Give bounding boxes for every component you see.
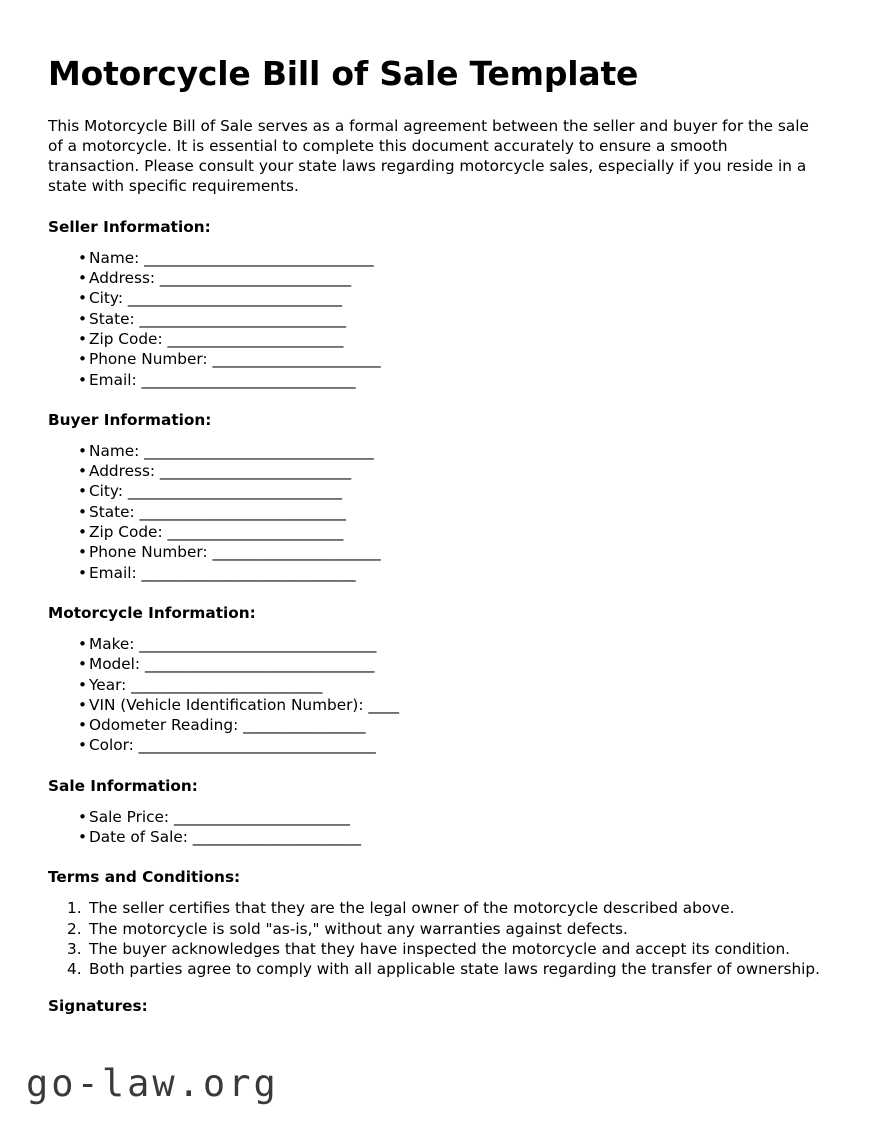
list-item: • Odometer Reading: ________________ [48, 715, 821, 735]
list-item: • VIN (Vehicle Identification Number): ____ [48, 695, 821, 715]
list-item: • Color: _______________________________ [48, 735, 821, 755]
list-item: • Name: ______________________________ [48, 248, 821, 268]
watermark: go-law.org [26, 1062, 279, 1105]
sale-field-list [48, 807, 821, 848]
list-item: • Email: ____________________________ [48, 370, 821, 390]
list-item: The seller certifies that they are the legal owner of the motorcycle described above. [89, 899, 735, 918]
buyer-information-heading: Buyer Information: [48, 410, 212, 429]
motorcycle-field-list [48, 634, 821, 756]
list-item: • Date of Sale: ______________________ [48, 827, 821, 847]
list-item: • Address: _________________________ [48, 461, 821, 481]
list-item: • State: ___________________________ [48, 309, 821, 329]
list-item: • Address: _________________________ [48, 268, 821, 288]
list-item: • Model: ______________________________ [48, 654, 821, 674]
list-item: The motorcycle is sold "as-is," without any warranties against defects. [89, 919, 628, 938]
page-title: Motorcycle Bill of Sale Template [48, 54, 639, 93]
buyer-field-list [48, 441, 821, 583]
list-item: • Year: _________________________ [48, 675, 821, 695]
seller-information-heading: Seller Information: [48, 217, 211, 236]
list-item: • Zip Code: _______________________ [48, 329, 821, 349]
list-item: • Zip Code: _______________________ [48, 522, 821, 542]
list-item: • Name: ______________________________ [48, 441, 821, 461]
list-item: • Make: _______________________________ [48, 634, 821, 654]
motorcycle-information-heading: Motorcycle Information: [48, 603, 256, 622]
terms-and-conditions-heading: Terms and Conditions: [48, 868, 241, 887]
list-item: The buyer acknowledges that they have inspected the motorcycle and accept its condition. [89, 939, 791, 958]
signatures-heading: Signatures: [48, 996, 148, 1015]
list-item: • State: ___________________________ [48, 502, 821, 522]
list-item: • City: ____________________________ [48, 288, 821, 308]
sale-information-heading: Sale Information: [48, 776, 198, 795]
list-item: • Phone Number: ______________________ [48, 542, 821, 562]
intro-paragraph: This Motorcycle Bill of Sale serves as a formal agreement between the seller and buyer for the sale of a motorcycle. It is essential to complete this document accurately to ensure a smooth transaction. Please consult your state laws regarding motorcycle sales, especially if you reside in a state with specific requirements. [48, 116, 809, 196]
list-item: • Phone Number: ______________________ [48, 349, 821, 369]
list-item: Both parties agree to comply with all applicable state laws regarding the transfer of ownership. [89, 960, 820, 979]
list-item: • City: ____________________________ [48, 481, 821, 501]
list-item: • Email: ____________________________ [48, 563, 821, 583]
terms-list [48, 898, 821, 979]
list-item: • Sale Price: _______________________ [48, 807, 821, 827]
seller-field-list [48, 248, 821, 390]
